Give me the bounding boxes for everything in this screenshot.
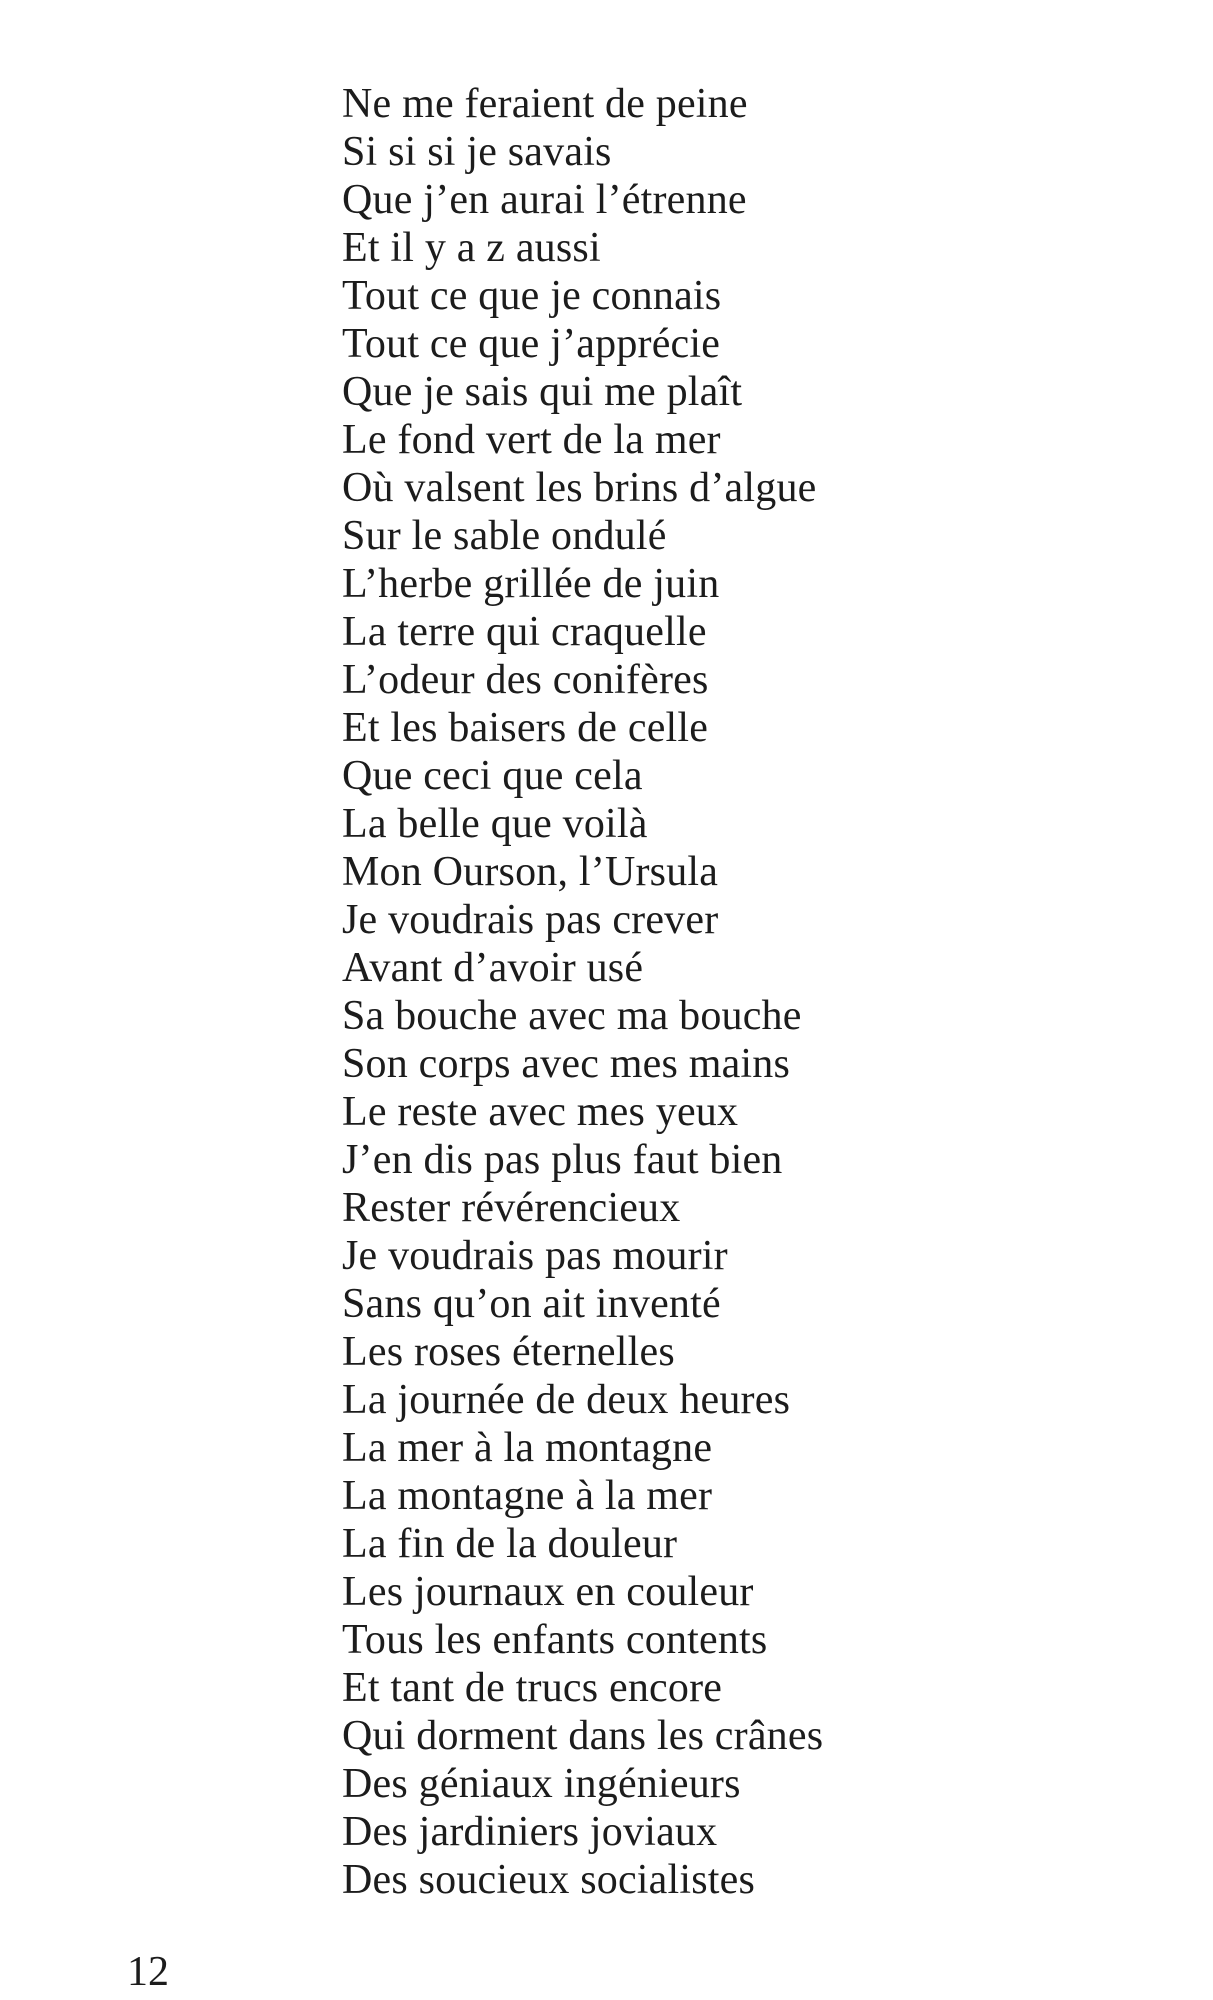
poem-line: Ne me feraient de peine <box>342 81 748 127</box>
poem-text <box>342 80 823 1904</box>
poem-line: La journée de deux heures <box>342 1377 791 1423</box>
poem-line: Et les baisers de celle <box>342 705 709 751</box>
poem-line: Que ceci que cela <box>342 753 643 799</box>
poem-line: La montagne à la mer <box>342 1473 713 1519</box>
poem-line: Sans qu’on ait inventé <box>342 1281 721 1327</box>
poem-line: L’herbe grillée de juin <box>342 561 720 607</box>
poem-line: Le fond vert de la mer <box>342 417 721 463</box>
poem-line: Mon Ourson, l’Ursula <box>342 849 719 895</box>
poem-line: La fin de la douleur <box>342 1521 678 1567</box>
poem-line: Où valsent les brins d’algue <box>342 465 817 511</box>
poem-line: Des géniaux ingénieurs <box>342 1761 741 1807</box>
poem-line: Je voudrais pas mourir <box>342 1233 728 1279</box>
poem-line: Que je sais qui me plaît <box>342 369 743 415</box>
poem-line: L’odeur des conifères <box>342 657 709 703</box>
poem-line: La terre qui craquelle <box>342 609 707 655</box>
poem-line: Que j’en aurai l’étrenne <box>342 177 747 223</box>
poem-line: Son corps avec mes mains <box>342 1041 791 1087</box>
poem-line: Je voudrais pas crever <box>342 897 719 943</box>
poem-line: Sa bouche avec ma bouche <box>342 993 802 1039</box>
poem-line: Le reste avec mes yeux <box>342 1089 739 1135</box>
poem-line: Des jardiniers joviaux <box>342 1809 718 1855</box>
poem-line: Et il y a z aussi <box>342 225 601 271</box>
poem-line: Tout ce que j’apprécie <box>342 321 721 367</box>
poem-line: La belle que voilà <box>342 801 648 847</box>
poem-line: J’en dis pas plus faut bien <box>342 1137 783 1183</box>
poem-line: Des soucieux socialistes <box>342 1857 756 1903</box>
poem-line: Qui dorment dans les crânes <box>342 1713 824 1759</box>
poem-line: Sur le sable ondulé <box>342 513 667 559</box>
poem-line: Avant d’avoir usé <box>342 945 644 991</box>
poem-line: Si si si je savais <box>342 129 612 175</box>
page-number: 12 <box>127 1949 169 1995</box>
poem-line: Tous les enfants contents <box>342 1617 768 1663</box>
poem-line: Les roses éternelles <box>342 1329 675 1375</box>
poem-line: Les journaux en couleur <box>342 1569 754 1615</box>
poem-line: Et tant de trucs encore <box>342 1665 723 1711</box>
poem-line: Rester révérencieux <box>342 1185 681 1231</box>
poem-line: La mer à la montagne <box>342 1425 713 1471</box>
poem-line: Tout ce que je connais <box>342 273 722 319</box>
